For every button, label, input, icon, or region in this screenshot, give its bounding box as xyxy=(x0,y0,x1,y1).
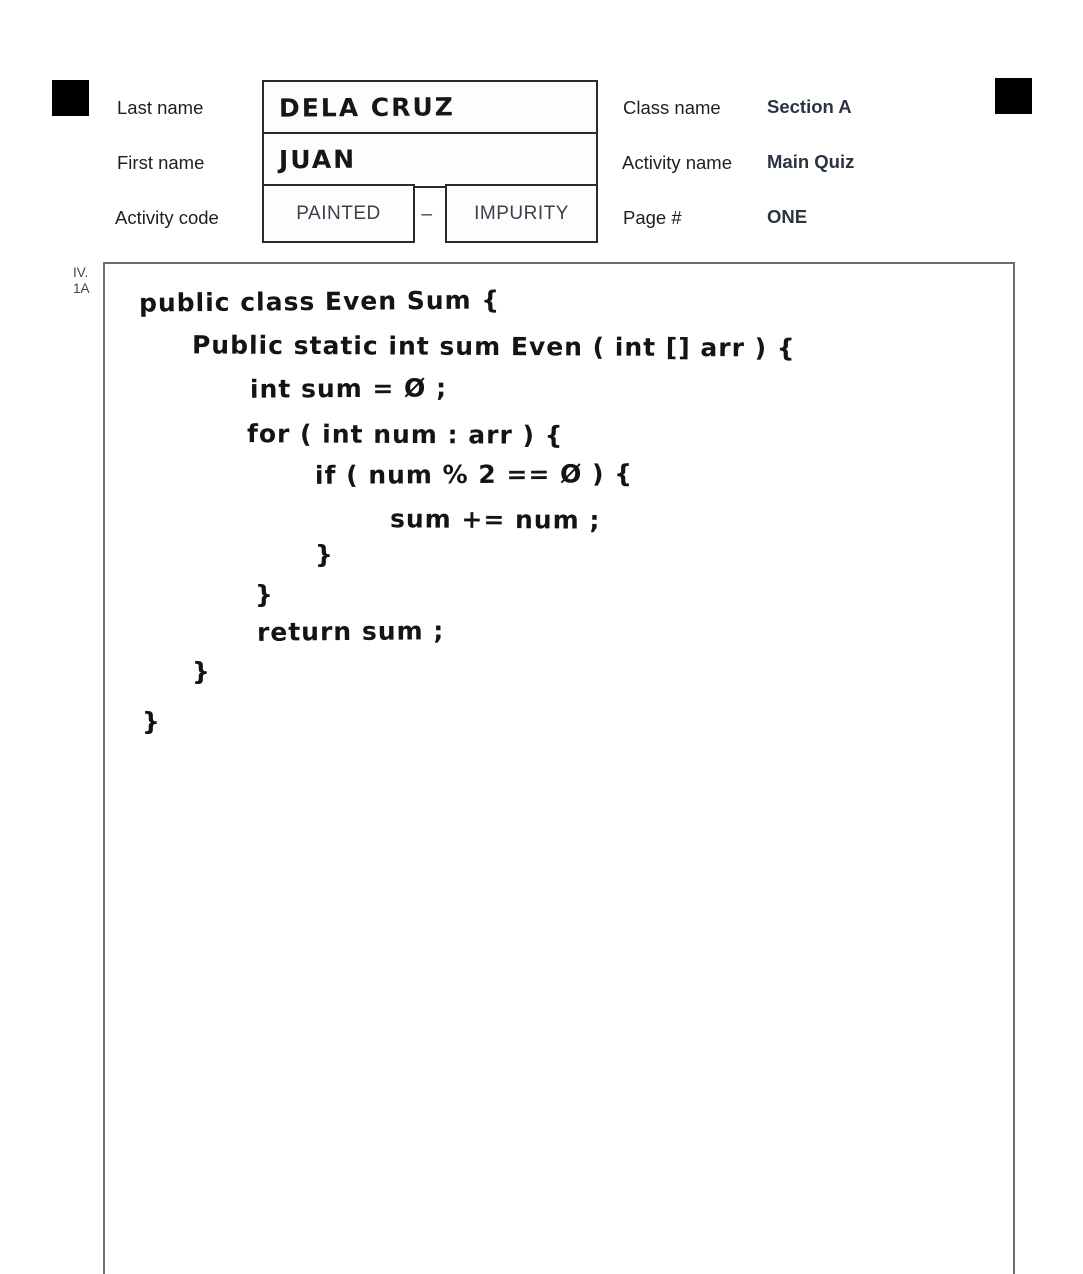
handwritten-code-line: for ( int num : arr ) { xyxy=(246,419,564,450)
handwritten-code-line: Public static int sum Even ( int [] arr ) { xyxy=(191,330,796,363)
page-number-label: Page # xyxy=(623,207,682,228)
handwritten-code-line: return sum ; xyxy=(256,616,445,647)
handwritten-code-line: int sum = Ø ; xyxy=(249,373,448,404)
activity-name-label: Activity name xyxy=(622,152,733,173)
class-name-value: Section A xyxy=(767,96,852,117)
last-name-label: Last name xyxy=(117,97,204,118)
student-info-fields xyxy=(262,80,598,243)
last-name-value: DELA CRUZ xyxy=(278,92,455,123)
registration-mark-top-right xyxy=(995,78,1032,114)
activity-code-label: Activity code xyxy=(115,207,219,228)
first-name-field xyxy=(262,132,598,188)
page-number-value: ONE xyxy=(767,206,808,227)
handwritten-code-line: public class Even Sum { xyxy=(138,285,501,318)
handwritten-code-line: } xyxy=(255,580,274,609)
registration-mark-top-left xyxy=(52,80,89,116)
question-number-item: 1A xyxy=(73,281,90,296)
activity-code-left-box: PAINTED xyxy=(262,184,415,243)
question-number-roman: IV. xyxy=(73,265,89,280)
handwritten-code-line: sum += num ; xyxy=(389,504,601,535)
activity-code-field xyxy=(262,186,598,243)
question-number-label xyxy=(73,265,90,297)
handwritten-code-line: } xyxy=(192,657,211,686)
handwritten-code-line: } xyxy=(142,707,161,736)
activity-code-separator: – xyxy=(421,203,433,225)
activity-name-value: Main Quiz xyxy=(767,151,855,172)
activity-code-right-box: IMPURITY xyxy=(445,184,598,243)
handwritten-code-line: if ( num % 2 == Ø ) { xyxy=(314,459,634,490)
handwritten-code-line: } xyxy=(315,540,334,569)
class-name-label: Class name xyxy=(623,97,721,118)
answer-box xyxy=(103,262,1015,1274)
first-name-label: First name xyxy=(117,152,205,173)
last-name-field xyxy=(262,80,598,134)
first-name-value: JUAN xyxy=(278,144,357,175)
